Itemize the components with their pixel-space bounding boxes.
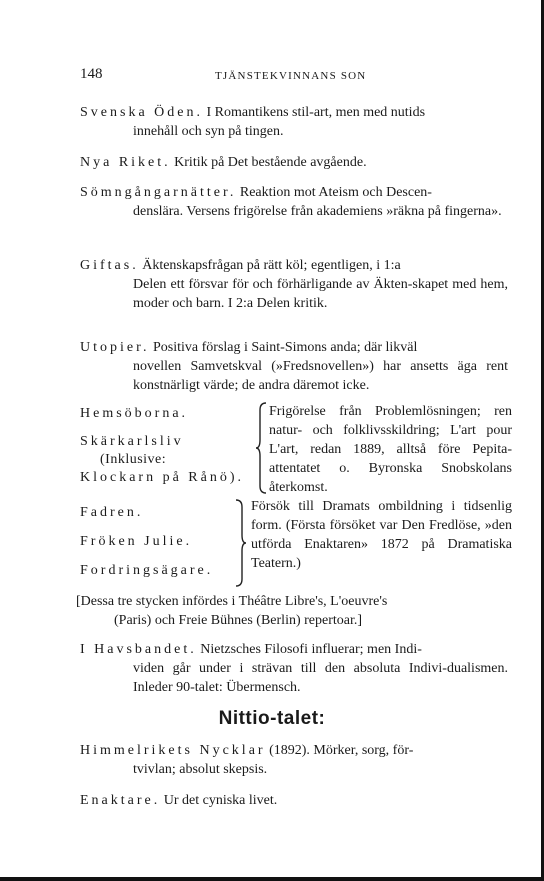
running-title: TJÄNSTEKVINNANS SON — [215, 70, 367, 82]
work-title: (Inklusive: — [100, 452, 167, 467]
group-description: Frigörelse från Problemlösningen; ren natur- och folklivsskildring; L'art pour L'art, redan 1889, alltså före Pepita-attentatet o. Byronska Snobskolans återkomst. — [269, 404, 512, 495]
entry-i-havsbandet — [80, 640, 508, 697]
page-edge-bottom — [0, 877, 544, 881]
entry-nya-riket — [80, 153, 508, 172]
entry-giftas — [80, 256, 508, 313]
brace-icon — [256, 402, 268, 494]
group-description: Försök till Dramats ombildning i tidsenlig form. (Första försöket var Den Fredlöse, »den utförda Enaktaren» 1872 på Dramatiska Teatern.) — [251, 499, 512, 571]
entry-term: Himmelrikets Nycklar — [80, 743, 266, 758]
work-title: Klockarn på Rånö). — [80, 470, 245, 485]
work-title: Fordringsägare. — [80, 563, 214, 578]
note-line: (Paris) och Freie Bühnes (Berlin) repertoar.] — [114, 613, 363, 628]
entry-text: Positiva förslag i Saint-Simons anda; där likväl — [153, 340, 418, 355]
entry-text: Ur det cyniska livet. — [163, 793, 278, 808]
entry-term: Sömngångarnätter. — [80, 185, 237, 200]
work-title: Fadren. — [80, 505, 144, 520]
entry-text: Kritik på Det bestående avgående. — [174, 155, 367, 170]
works-group-hemsoborna — [80, 402, 512, 494]
entry-continuation: Delen ett försvar för och förhärligande av Äkten-skapet med hem, moder och barn. I 2:a Delen kritik. — [133, 277, 508, 311]
entry-term: Svenska Öden. — [80, 105, 203, 120]
entry-somngangarnatter — [80, 183, 508, 221]
entry-svenska-oden — [80, 103, 508, 141]
section-heading: Nittio-talet: — [218, 708, 326, 729]
bracketed-note — [76, 592, 512, 630]
entry-term: Giftas. — [80, 258, 139, 273]
entry-text: (1892). Mörker, sorg, för- — [269, 743, 414, 758]
entry-himmelrikets-nycklar — [80, 741, 508, 779]
entry-enaktare — [80, 791, 508, 810]
entry-text: I Romantikens stil-art, men med nutids — [206, 105, 426, 120]
page-number: 148 — [80, 66, 103, 82]
entry-text: Äktenskapsfrågan på rätt köl; egentligen, i 1:a — [142, 258, 401, 273]
entry-continuation: viden går under i strävan till den absoluta Indivi-dualismen. Inleder 90-talet: Übermensch. — [133, 661, 508, 695]
entry-continuation: denslära. Versens frigörelse från akademiens »räkna på fingerna». — [133, 204, 502, 219]
entry-term: Utopier. — [80, 340, 150, 355]
entry-term: Enaktare. — [80, 793, 161, 808]
entry-term: I Havsbandet. — [80, 642, 197, 657]
entry-continuation: innehåll och syn på tingen. — [133, 124, 284, 139]
works-group-dramas — [80, 497, 512, 589]
entry-text: Reaktion mot Ateism och Descen- — [239, 185, 432, 200]
work-title: Hemsöborna. — [80, 406, 189, 421]
work-title: Skärkarlsliv — [80, 434, 184, 449]
entry-term: Nya Riket. — [80, 155, 171, 170]
entry-continuation: novellen Samvetskval (»Fredsnovellen») har ansetts äga rent konstnärligt värde; de andra däremot icke. — [133, 359, 508, 393]
brace-icon — [234, 499, 246, 587]
note-line: [Dessa tre stycken infördes i Théâtre Libre's, L'oeuvre's — [76, 594, 388, 609]
entry-utopier — [80, 338, 508, 395]
entry-continuation: tvivlan; absolut skepsis. — [133, 762, 268, 777]
entry-text: Nietzsches Filosofi influerar; men Indi- — [200, 642, 422, 657]
work-title: Fröken Julie. — [80, 534, 193, 549]
